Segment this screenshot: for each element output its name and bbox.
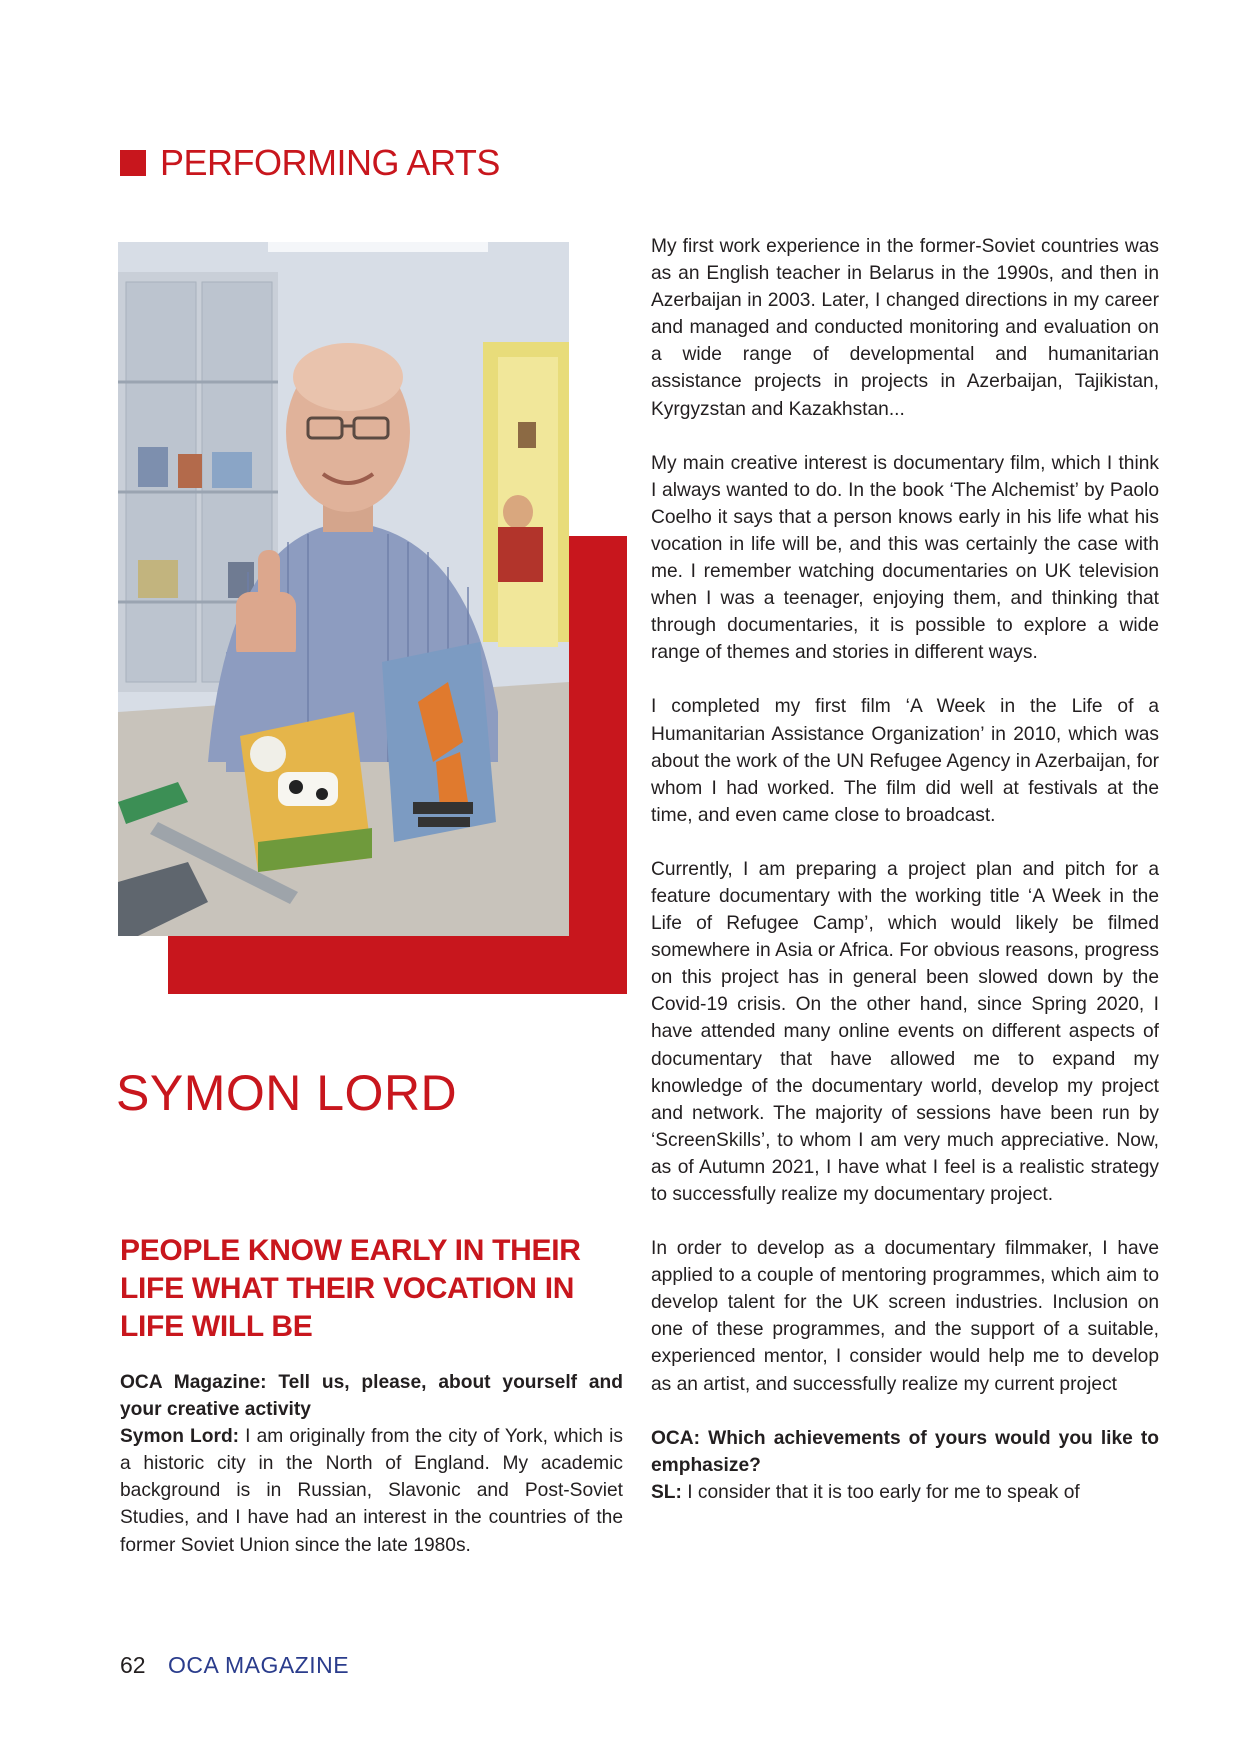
answer-1-text: I am originally from the city of York, which is a historic city in the North of England. My academic background is in Russian, Slavonic and Post-Soviet Studies, and I have had an interest in the countries of the former Soviet Union since the late 1980s.: [120, 1426, 623, 1556]
person-name: SYMON LORD: [116, 1065, 458, 1121]
photo-frame-horizontal-bar: [168, 936, 627, 994]
article-headline: PEOPLE KNOW EARLY IN THEIR LIFE WHAT THEIR VOCATION IN LIFE WILL BE: [120, 1234, 581, 1343]
body-paragraph: In order to develop as a documentary filmmaker, I have applied to a couple of mentoring programmes, which aim to develop talent for the UK screen industries. Inclusion on one of these programmes, and the support of a suitable, experienced mentor, I consider would help me to develop as an artist, and successfully realize my current project: [651, 1238, 1159, 1395]
body-paragraph: My first work experience in the former-Soviet countries was as an English teacher in Belarus in the 1990s, and then in Azerbaijan in 2003. Later, I changed directions in my career and managed and conducted monitoring and evaluation on a wide range of developmental and humanitarian assistance projects in projects in Azerbaijan, Tajikistan, Kyrgyzstan and Kazakhstan...: [651, 236, 1159, 420]
left-text-column: [120, 1369, 623, 1559]
body-paragraph: Currently, I am preparing a project plan and pitch for a feature documentary with the working title ‘A Week in the Life of Refugee Camp’, which would likely be filmed somewhere in Asia or Africa. For obvious reasons, progress on this project has in general been slowed down by the Covid-19 crisis. On the other hand, since Spring 2020, I have attended many online events on different aspects of documentary that have allowed me to expand my knowledge of the documentary world, develop my project and network. The majority of sessions have been run by ‘ScreenSkills’, to whom I am very much appreciative. Now, as of Autumn 2021, I have what I feel is a realistic strategy to successfully realize my documentary project.: [651, 858, 1159, 1205]
page-number: 62: [120, 1652, 146, 1678]
magazine-name: OCA MAGAZINE: [167, 1652, 350, 1678]
section-title: PERFORMING ARTS: [160, 142, 500, 183]
right-text-column: [651, 233, 1159, 1506]
body-paragraph: My main creative interest is documentary film, which I think I always wanted to do. In the book ‘The Alchemist’ by Paolo Coelho it says that a person knows early in his life what his vocation in life will be, and this was certainly the case with me. I remember watching documentaries on UK television when I was a teenager, enjoying them, and thinking that through documentaries, it is possible to explore a wide range of themes and stories in different ways.: [651, 452, 1159, 664]
answer-2-speaker: SL:: [651, 1481, 682, 1503]
interview-question-2: OCA: Which achievements of yours would you like to emphasize?: [651, 1427, 1159, 1476]
body-paragraph: I completed my first film ‘A Week in the Life of a Humanitarian Assistance Organization’ in 2010, which was about the work of the UN Refugee Agency in Azerbaijan, for whom I had worked. The film did well at festivals at the time, and even came close to broadcast.: [651, 696, 1159, 826]
page-footer: [120, 1652, 349, 1679]
answer-2-text: I consider that it is too early for me to speak of: [681, 1481, 1080, 1503]
answer-1-speaker: Symon Lord:: [120, 1426, 240, 1448]
section-header: [120, 142, 500, 184]
interview-question-1: OCA Magazine: Tell us, please, about yourself and your creative activity: [120, 1372, 623, 1421]
photo-frame-vertical-bar: [569, 536, 627, 994]
portrait-photo: [118, 242, 569, 936]
section-marker-square: [120, 150, 146, 176]
